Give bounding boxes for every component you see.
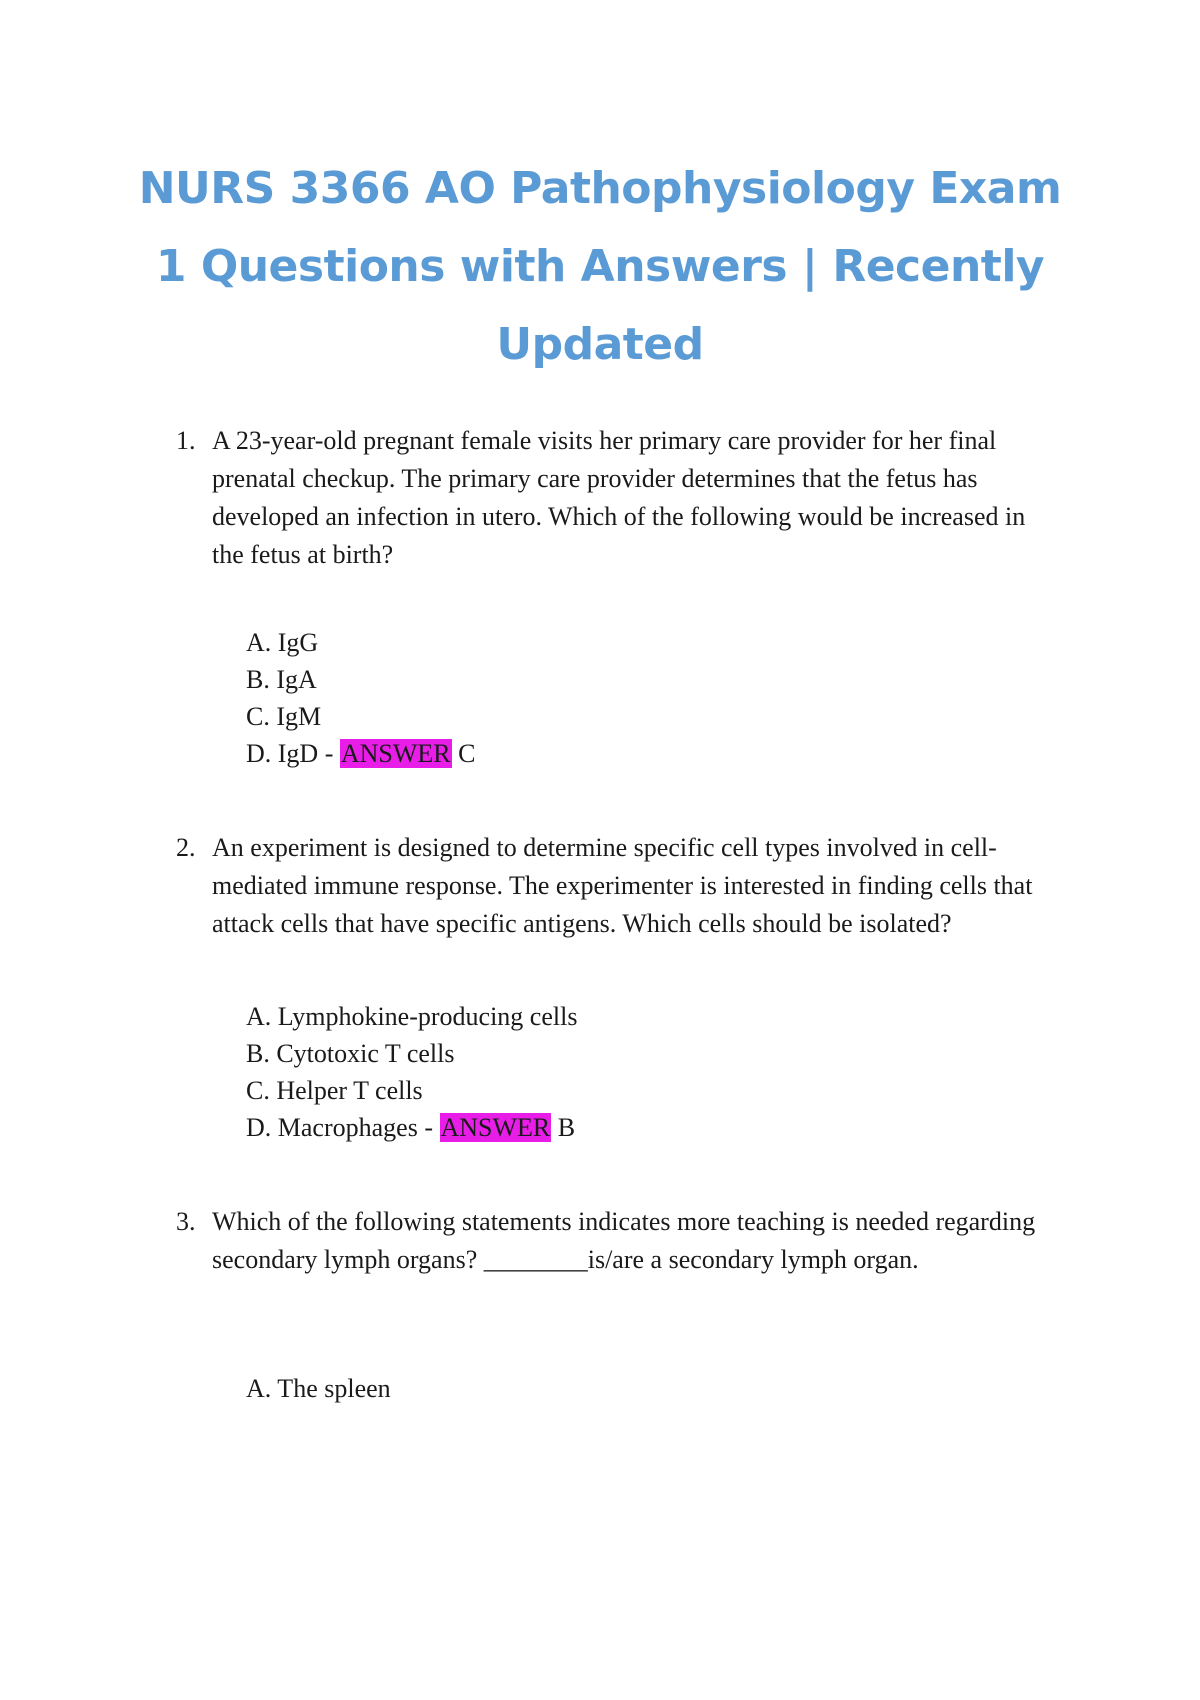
question-2-options [246,998,1046,1146]
question-3-options [246,1370,1046,1407]
answer-value: B [557,1113,576,1142]
question-number: 3. [176,1207,196,1236]
title-line: NURS 3366 AO Pathophysiology Exam [138,163,1062,214]
question-2 [176,829,1056,943]
option: D. Macrophages - ANSWER B [246,1113,576,1142]
option: A. Lymphokine-producing cells [246,1002,578,1031]
option: D. IgD - ANSWER C [246,739,476,768]
option: B. IgA [246,665,317,694]
question-number: 2. [176,833,196,862]
answer-value: C [458,739,476,768]
answer-highlight: ANSWER [340,739,451,768]
option: B. Cytotoxic T cells [246,1039,455,1068]
question-3 [176,1203,1056,1279]
question-text: An experiment is designed to determine specific cell types involved in cell-mediated immune response. The experimenter is interested in finding cells that attack cells that have specific antigens. Which cells should be isolated? [212,833,1033,938]
title-line: 1 Questions with Answers | Recently [155,241,1045,292]
option: A. IgG [246,628,319,657]
question-1 [176,422,1056,574]
option: A. The spleen [246,1374,391,1403]
question-text: A 23-year-old pregnant female visits her primary care provider for her final prenatal checkup. The primary care provider determines that the fetus has developed an infection in utero. Which of the following would be increased in the fetus at birth? [212,426,1026,569]
title-line: Updated [496,319,704,370]
answer-highlight: ANSWER [440,1113,551,1142]
question-text: Which of the following statements indicates more teaching is needed regarding secondary lymph organs? ________is/are a secondary lymph organ. [212,1207,1036,1274]
question-number: 1. [176,426,196,455]
option: C. IgM [246,702,322,731]
question-1-options [246,624,1046,772]
document-title [100,150,1100,384]
option: C. Helper T cells [246,1076,423,1105]
